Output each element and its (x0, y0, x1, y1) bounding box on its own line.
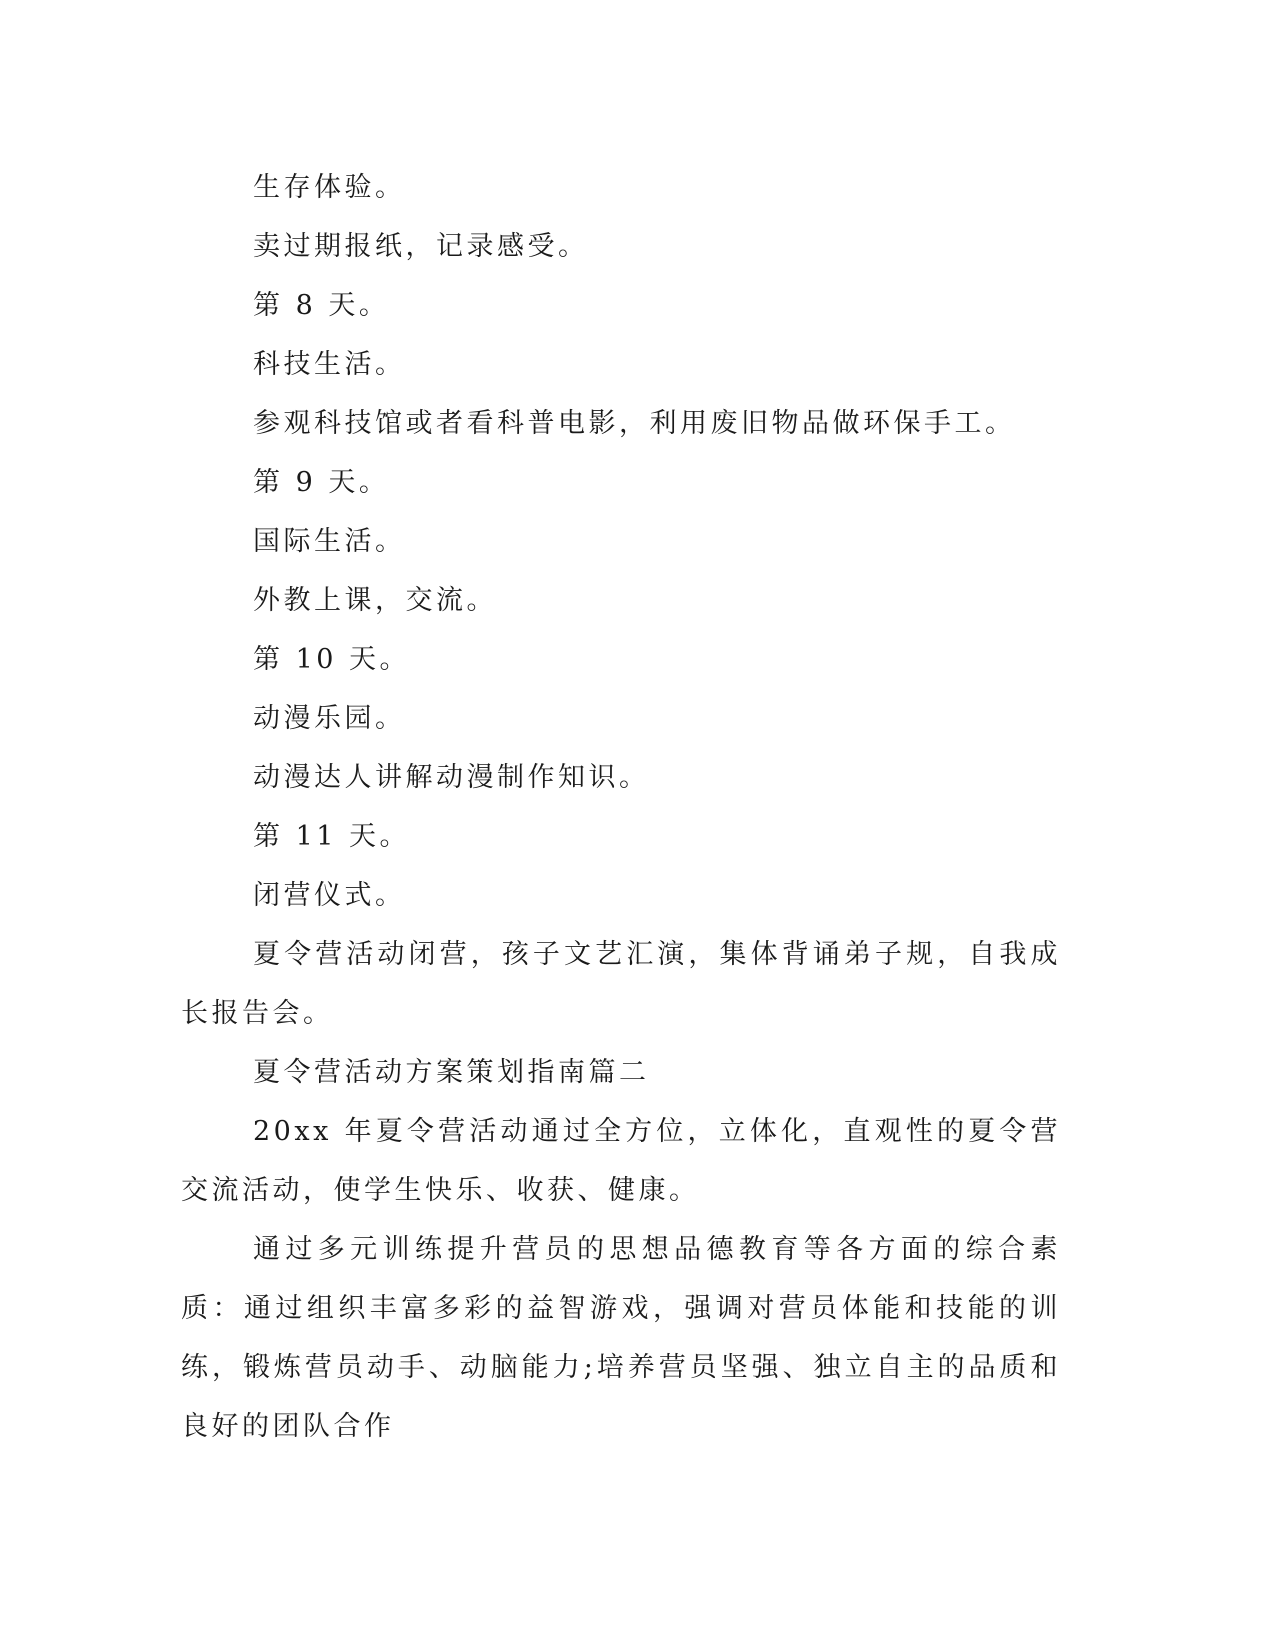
paragraph-day-8: 第 8 天。 (253, 290, 390, 321)
paragraph-activity: 动漫达人讲解动漫制作知识。 (253, 762, 650, 793)
paragraph-section-title: 闭营仪式。 (253, 880, 406, 911)
paragraph-activity: 外教上课，交流。 (253, 585, 497, 616)
paragraph-section-title: 科技生活。 (253, 349, 406, 380)
paragraph-day-11: 第 11 天。 (253, 821, 411, 852)
paragraph-activity: 卖过期报纸，记录感受。 (253, 231, 589, 262)
paragraph-day-9: 第 9 天。 (253, 467, 390, 498)
paragraph-goals: 通过多元训练提升营员的思想品德教育等各方面的综合素质：通过组织丰富多彩的益智游戏，强调对营员体能和技能的训练，锻炼营员动手、动脑能力;培养营员坚强、独立自主的品质和良好的团队合作 (181, 1234, 1061, 1442)
paragraph-closing-activity: 夏令营活动闭营，孩子文艺汇演，集体背诵弟子规，自我成长报告会。 (181, 939, 1061, 1029)
paragraph-activity: 参观科技馆或者看科普电影，利用废旧物品做环保手工。 (253, 408, 1016, 439)
paragraph-intro: 20xx 年夏令营活动通过全方位，立体化，直观性的夏令营交流活动，使学生快乐、收获、健康。 (181, 1116, 1061, 1206)
paragraph-section-title: 动漫乐园。 (253, 703, 406, 734)
paragraph-day-10: 第 10 天。 (253, 644, 411, 675)
document-body (181, 158, 1061, 1456)
paragraph-chapter-heading: 夏令营活动方案策划指南篇二 (253, 1057, 650, 1088)
paragraph-section-title: 国际生活。 (253, 526, 406, 557)
paragraph-section-title: 生存体验。 (253, 172, 406, 203)
